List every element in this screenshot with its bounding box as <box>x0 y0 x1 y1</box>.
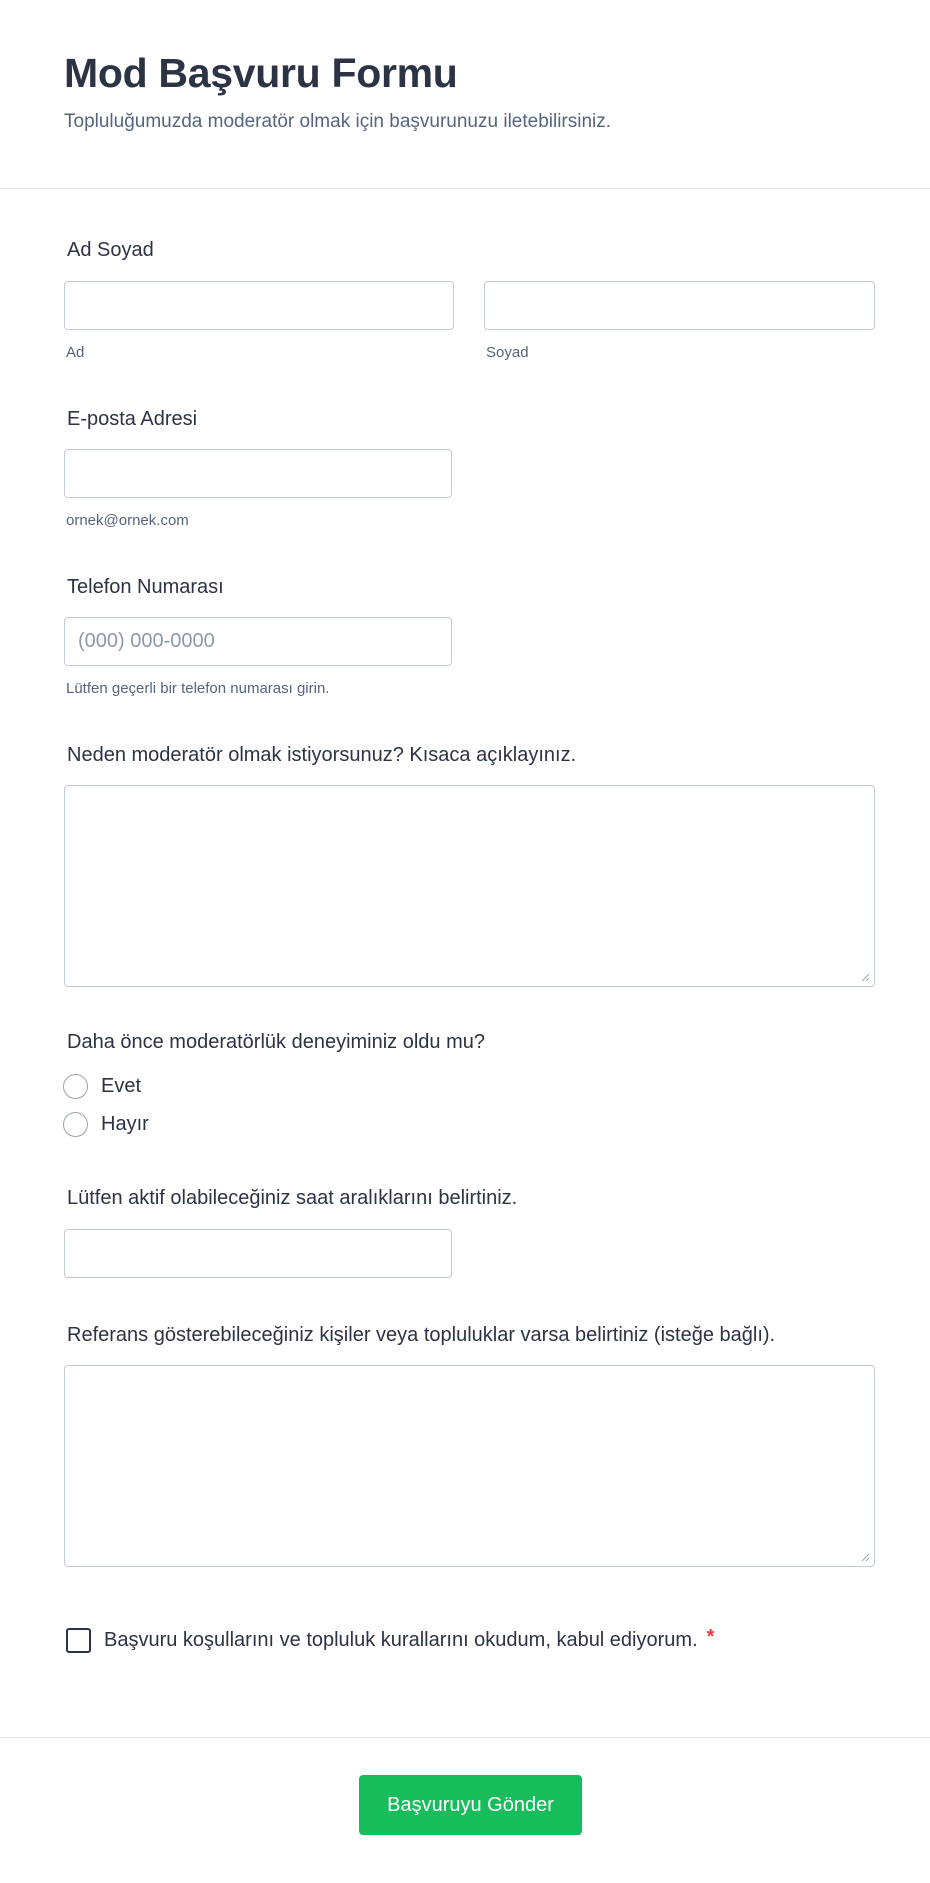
reason-textarea[interactable] <box>64 785 875 987</box>
email-label: E-posta Adresi <box>67 408 198 430</box>
required-asterisk: * <box>706 1625 715 1648</box>
phone-sublabel: Lütfen geçerli bir telefon numarası girin. <box>66 680 330 697</box>
radio-label: Hayır <box>101 1112 149 1135</box>
email-sublabel: ornek@ornek.com <box>66 512 189 529</box>
phone-label: Telefon Numarası <box>67 576 224 598</box>
last-name-input[interactable] <box>484 281 875 330</box>
resize-grip-icon[interactable] <box>861 973 870 982</box>
radio-button[interactable] <box>63 1112 88 1137</box>
references-label: Referans gösterebileceğiniz kişiler veya topluluklar varsa belirtiniz (isteğe bağlı). <box>67 1324 776 1346</box>
references-textarea[interactable] <box>64 1365 875 1567</box>
first-name-input[interactable] <box>64 281 454 330</box>
name-label: Ad Soyad <box>67 239 154 261</box>
terms-checkbox[interactable] <box>66 1628 91 1653</box>
submit-button[interactable]: Başvuruyu Gönder <box>359 1775 582 1835</box>
experience-label: Daha önce moderatörlük deneyiminiz oldu mu? <box>67 1031 486 1053</box>
form-footer <box>0 1737 930 1883</box>
radio-label: Evet <box>101 1074 142 1097</box>
resize-grip-icon[interactable] <box>861 1553 870 1562</box>
experience-option-evet[interactable] <box>63 1073 141 1099</box>
form-title: Mod Başvuru Formu <box>64 50 458 96</box>
hours-label: Lütfen aktif olabileceğiniz saat aralıklarını belirtiniz. <box>67 1187 518 1209</box>
reason-label: Neden moderatör olmak istiyorsunuz? Kısaca açıklayınız. <box>67 744 577 766</box>
terms-label: Başvuru koşullarını ve topluluk kurallarını okudum, kabul ediyorum. <box>104 1628 698 1651</box>
first-name-sublabel: Ad <box>66 344 85 361</box>
last-name-sublabel: Soyad <box>486 344 529 361</box>
hours-input[interactable] <box>64 1229 452 1278</box>
radio-button[interactable] <box>63 1074 88 1099</box>
email-input[interactable] <box>64 449 452 498</box>
form-subtitle: Topluluğumuzda moderatör olmak için başvurunuzu iletebilirsiniz. <box>64 111 612 132</box>
terms-row[interactable] <box>66 1627 714 1653</box>
form-header <box>0 0 930 189</box>
experience-option-hayir[interactable] <box>63 1111 149 1137</box>
phone-input[interactable] <box>64 617 452 666</box>
